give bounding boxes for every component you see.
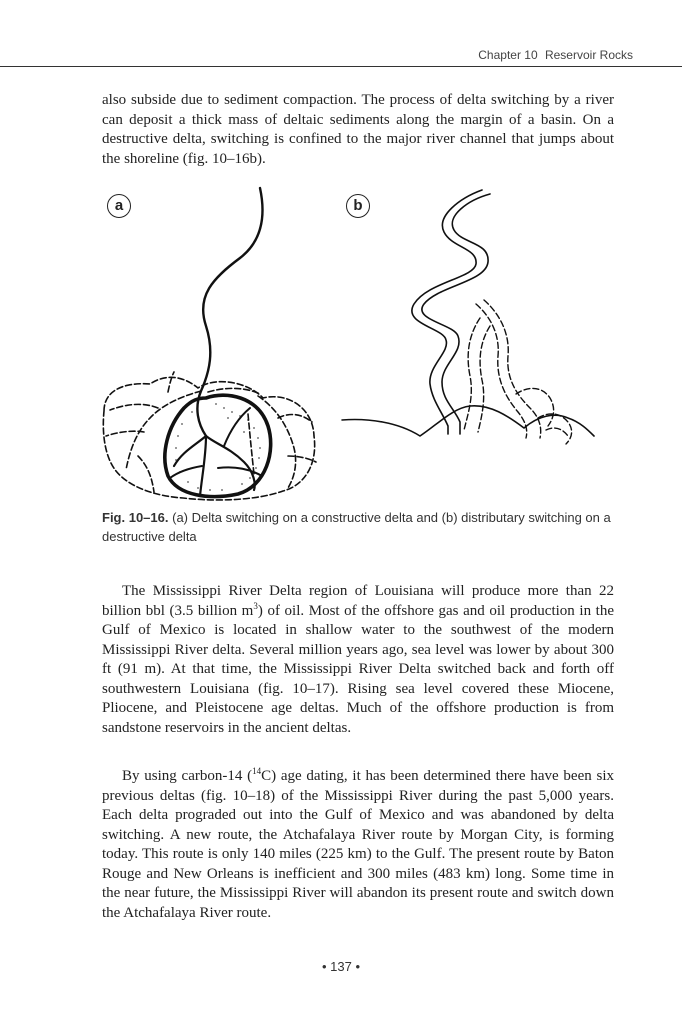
- delta-diagram: [98, 186, 618, 506]
- figure-10-16: [98, 186, 618, 506]
- paragraph-3-part-1: By using carbon-14 (: [122, 768, 253, 784]
- paragraph-2-part-1: The Mississippi River Delta region of Louisiana will produce more than 22 billion bbl (3.5 billion m: [102, 583, 614, 619]
- page-number: • 137 •: [321, 959, 361, 974]
- constructive-delta-drawing: [103, 188, 316, 500]
- header-rule: [0, 66, 682, 67]
- paragraph-3-part-2: C) age dating, it has been determined there have been six previous deltas (fig. 10–18) of the Mississippi River during the past 5,000 years. Each delta prograded out into the Gulf of Mexico and was abandoned by delta switching. A new route, the Atchafalaya River route by Morgan City, is forming today. This route is only 140 miles (225 km) to the Gulf. The present route by Baton Rouge and New Orleans is inefficient and 300 miles (483 km) long. Some time in the near future, the Mississippi River will abandon its present route and switch down the Atchafalaya River route.: [102, 768, 614, 921]
- paragraph-2: [102, 582, 614, 738]
- chapter-label: Chapter 10: [478, 48, 538, 62]
- panel-a-label: a: [107, 194, 131, 218]
- running-head: [478, 48, 633, 62]
- destructive-delta-drawing: [342, 190, 594, 444]
- caption-text: (a) Delta switching on a constructive delta and (b) distributary switching on a destructive delta: [102, 510, 611, 544]
- section-title: Reservoir Rocks: [544, 48, 633, 62]
- paragraph-3-superscript: 14: [252, 766, 262, 776]
- caption-figure-id: Fig. 10–16.: [102, 510, 169, 525]
- paragraph-2-superscript: 3: [253, 600, 258, 611]
- panel-b-label: b: [346, 194, 370, 218]
- paragraph-2-part-2: ) of oil. Most of the offshore gas and oil production in the Gulf of Mexico is located in shallow water to the southwest of the modern Mississippi River delta. Several million years ago, sea level was lower by about 300 ft (91 m). At that time, the Mississippi River Delta switched back and forth off southwestern Louisiana (fig. 10–17). Rising sea level covered these Miocene, Pliocene, and Pleistocene age deltas. Much of the offshore production is from sandstone reservoirs in the ancient deltas.: [102, 602, 615, 736]
- paragraph-3: [102, 767, 614, 923]
- paragraph-1: also subside due to sediment compaction. The process of delta switching by a river can deposit a thick mass of deltaic sediments along the margin of a basin. On a destructive delta, switching is confined to the major river channel that jumps about the shoreline (fig. 10–16b).: [102, 92, 614, 167]
- figure-caption: [102, 508, 614, 546]
